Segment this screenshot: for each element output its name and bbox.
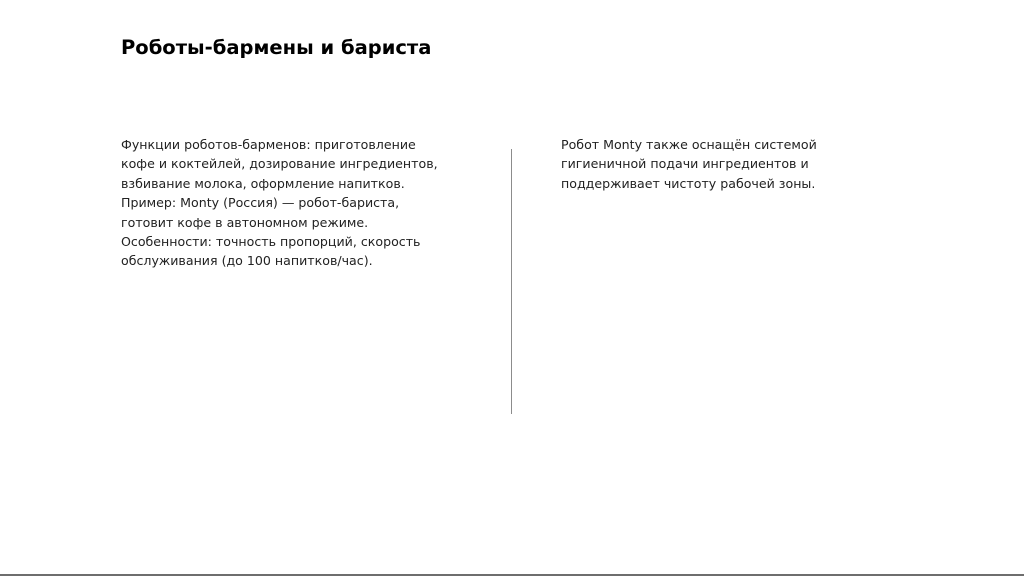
left-text-line: готовит кофе в автономном режиме. xyxy=(121,214,369,230)
left-text-line: Функции роботов-барменов: приготовление xyxy=(121,137,416,152)
right-text-column xyxy=(561,135,891,193)
left-text-line: обслуживания (до 100 напитков/час). xyxy=(121,253,373,269)
column-divider xyxy=(511,149,512,414)
right-text-line: поддерживает чистоту рабочей зоны. xyxy=(561,175,816,191)
left-text-line: Пример: Monty (Россия) — робот-бариста, xyxy=(121,195,400,211)
slide-title: Роботы-бармены и бариста xyxy=(121,36,432,59)
right-text-line: Робот Monty также оснащён системой xyxy=(561,137,817,152)
right-text-line: гигиеничной подачи ингредиентов и xyxy=(561,156,809,172)
left-text-line: взбивание молока, оформление напитков. xyxy=(121,175,405,191)
left-text-column xyxy=(121,135,481,271)
left-text-line: Особенности: точность пропорций, скорость xyxy=(121,234,421,250)
left-text-line: кофе и коктейлей, дозирование ингредиентов, xyxy=(121,156,438,172)
